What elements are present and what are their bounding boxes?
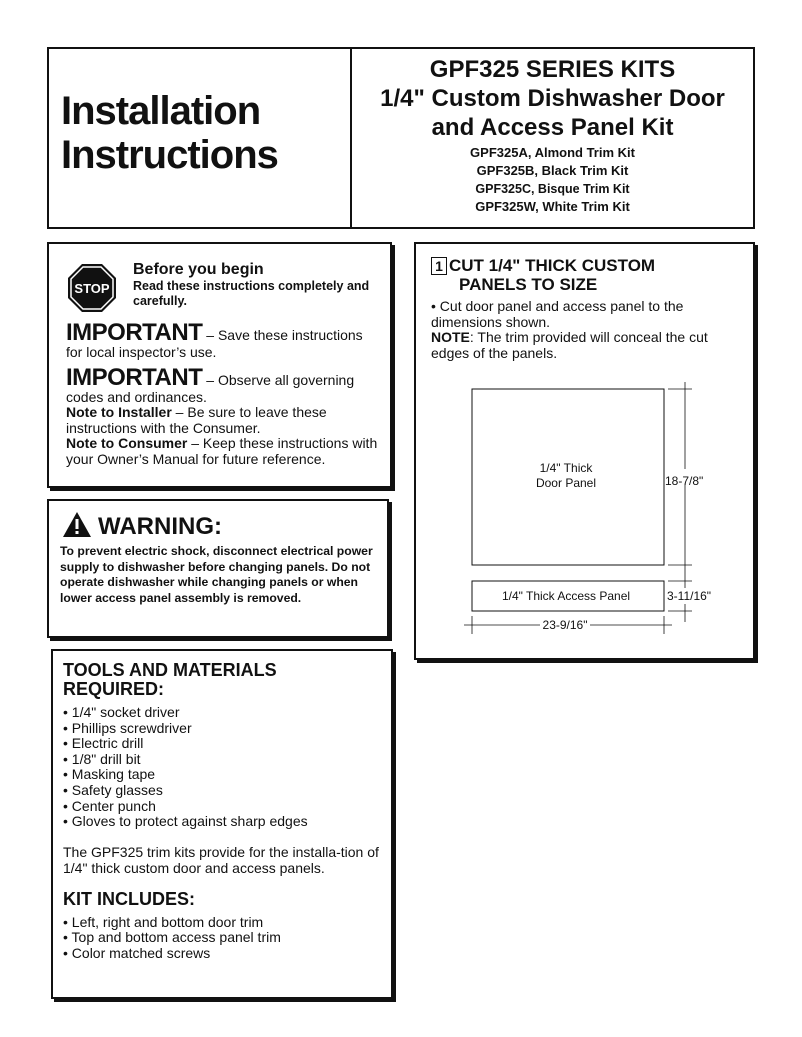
note-label: NOTE bbox=[431, 329, 470, 345]
list-item: • Top and bottom access panel trim bbox=[63, 930, 381, 946]
list-item: • Gloves to protect against sharp edges bbox=[63, 814, 381, 830]
step-bullet: • Cut door panel and access panel to the dimensions shown. bbox=[431, 298, 684, 330]
step-title-line-1: CUT 1/4" THICK CUSTOM bbox=[449, 256, 656, 275]
note-label: Note to Consumer bbox=[66, 435, 188, 451]
kit-model: GPF325B, Black Trim Kit bbox=[476, 163, 629, 178]
important-note-2 bbox=[66, 364, 378, 405]
stop-sign-icon bbox=[67, 263, 117, 313]
warning-text: To prevent electric shock, disconnect electrical power supply to dishwasher before changing panels. Do not operate dishwasher while changing panels or when lower access panel assembly is removed. bbox=[60, 544, 373, 606]
before-you-begin-heading: Before you begin bbox=[133, 261, 264, 278]
document-title bbox=[61, 89, 346, 177]
kit-includes-heading: KIT INCLUDES: bbox=[63, 888, 195, 909]
panel-dimension-diagram bbox=[416, 244, 753, 658]
note-text: : The trim provided will conceal the cut edges of the panels. bbox=[431, 329, 708, 361]
title-line-2: Instructions bbox=[61, 133, 278, 177]
kit-model: GPF325W, White Trim Kit bbox=[475, 199, 630, 214]
access-height-label: 3-11/16" bbox=[667, 589, 712, 603]
kit-model: GPF325C, Bisque Trim Kit bbox=[475, 182, 630, 196]
list-item: • Phillips screwdriver bbox=[63, 721, 381, 737]
warning-triangle-icon bbox=[62, 511, 92, 538]
subtitle-line-2: and Access Panel Kit bbox=[431, 114, 674, 141]
kit-subtitle bbox=[352, 84, 753, 142]
door-height-label: 18-7/8" bbox=[665, 474, 704, 488]
kit-includes-list bbox=[63, 915, 381, 962]
important-text: – Observe all governing codes and ordinances. bbox=[66, 372, 355, 405]
note-text: – Keep these instructions with your Owner’s Manual for future reference. bbox=[66, 435, 378, 467]
list-item: • Center punch bbox=[63, 799, 381, 815]
list-item: • 1/8" drill bit bbox=[63, 752, 381, 768]
kit-model: GPF325A, Almond Trim Kit bbox=[470, 145, 635, 160]
note-label: Note to Installer bbox=[66, 404, 172, 420]
header-box bbox=[47, 47, 755, 229]
list-item: • Electric drill bbox=[63, 736, 381, 752]
access-panel-label: 1/4" Thick Access Panel bbox=[501, 589, 631, 603]
important-text: – Save these instructions for local inspector’s use. bbox=[66, 327, 363, 360]
warning-box bbox=[47, 499, 389, 638]
before-you-begin-subheading: Read these instructions completely and carefully. bbox=[133, 279, 370, 308]
subtitle-line-1: 1/4" Custom Dishwasher Door bbox=[380, 85, 725, 112]
kit-info bbox=[352, 55, 753, 216]
series-title: GPF325 SERIES KITS bbox=[429, 56, 676, 83]
trim-kit-description: The GPF325 trim kits provide for the installa-tion of 1/4" thick custom door and access panels. bbox=[63, 843, 379, 876]
warning-title: WARNING: bbox=[98, 513, 222, 540]
tools-materials-box bbox=[51, 649, 393, 999]
important-label: IMPORTANT bbox=[66, 319, 203, 346]
tools-heading bbox=[63, 661, 381, 699]
important-note-1 bbox=[66, 319, 378, 360]
step-1-box bbox=[414, 242, 755, 660]
note-text: – Be sure to leave these instructions with the Consumer. bbox=[66, 404, 327, 436]
list-item: • Color matched screws bbox=[63, 946, 381, 962]
stop-sign-label: STOP bbox=[74, 281, 110, 296]
warning-heading bbox=[62, 511, 377, 541]
tools-list bbox=[63, 705, 381, 830]
note-to-installer bbox=[66, 405, 378, 436]
width-label: 23-9/16" bbox=[542, 618, 588, 632]
tools-heading-line-1: TOOLS AND MATERIALS bbox=[63, 660, 277, 680]
step-number: 1 bbox=[431, 257, 447, 275]
title-line-1: Installation bbox=[61, 89, 261, 133]
important-label: IMPORTANT bbox=[66, 364, 203, 391]
door-panel-label-1: 1/4" Thick bbox=[539, 461, 593, 475]
door-panel-label-2: Door Panel bbox=[535, 476, 597, 490]
list-item: • Safety glasses bbox=[63, 783, 381, 799]
list-item: • Masking tape bbox=[63, 767, 381, 783]
list-item: • Left, right and bottom door trim bbox=[63, 915, 381, 931]
tools-heading-line-2: REQUIRED: bbox=[63, 679, 165, 699]
before-you-begin-box bbox=[47, 242, 392, 488]
list-item: • 1/4" socket driver bbox=[63, 705, 381, 721]
step-title-line-2: PANELS TO SIZE bbox=[459, 275, 598, 294]
note-to-consumer bbox=[66, 436, 378, 467]
